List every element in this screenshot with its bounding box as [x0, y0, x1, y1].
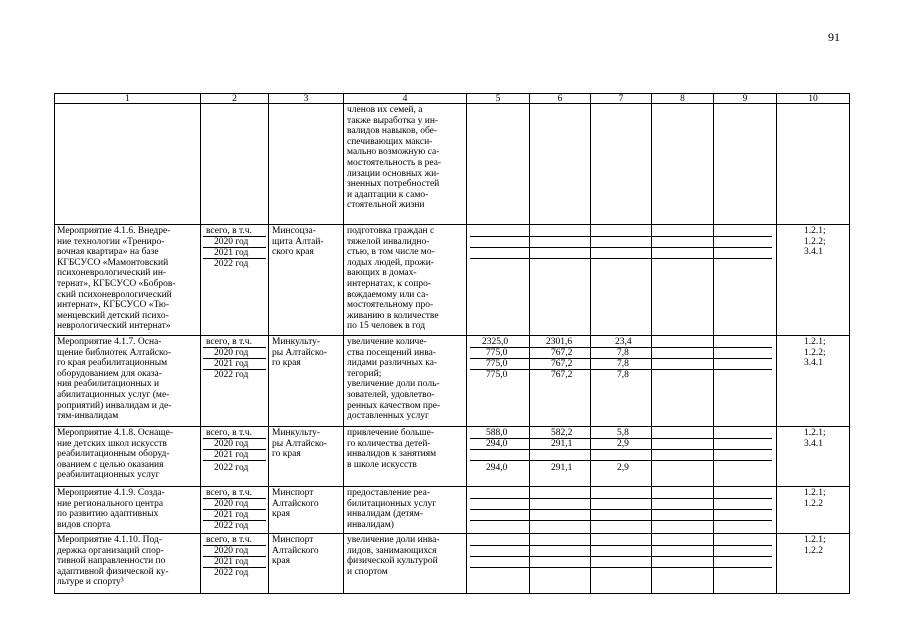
value-col6: 767,2	[551, 348, 573, 358]
value-col5: 294,0	[486, 463, 508, 473]
event-4-1-6: Мероприятие 4.1.6. Внедре- ние технологии «Трениро- вочная квартира» на базе КГБСУСО «Мамонтовский психоневрологический ин- тернат», КГБСУСО «Бобров- ский психоневрологический интернат», КГБСУСО «Тю- менцевский детский психо- неврологический интернат»	[57, 226, 176, 332]
year-2021: 2021 год	[214, 248, 249, 258]
value-col7: 7,8	[617, 359, 629, 369]
year-2020: 2020 год	[214, 499, 249, 509]
header-col-1: 1	[54, 93, 201, 104]
value-col6: 767,2	[551, 359, 573, 369]
value-col7: 5,8	[617, 428, 629, 438]
ref-4-1-6: 1.2.1; 1.2.2; 3.4.1	[804, 226, 826, 258]
header-col-5: 5	[466, 93, 530, 104]
event-4-1-8: Мероприятие 4.1.8. Оснаще- ние детских школ искусств реабилитационным оборуд- ованием с целью оказания реабилитационных услуг	[57, 428, 173, 481]
event-4-1-7: Мероприятие 4.1.7. Осна- щение библиотек Алтайско- го края реабилитационным оборудованием для оказа- ния реабилитационных и абилитационных услуг (ме- роприятий) инвалидам и де- тям-инвалидам	[57, 337, 172, 422]
ref-4-1-7: 1.2.1; 1.2.2; 3.4.1	[804, 337, 826, 369]
row-divider	[54, 426, 850, 427]
year-2020: 2020 год	[214, 546, 249, 556]
value-col5: 2325,0	[482, 337, 509, 347]
value-col5: 775,0	[486, 348, 508, 358]
header-col-6: 6	[529, 93, 591, 104]
value-col7: 2,9	[617, 439, 629, 449]
value-col6: 582,2	[551, 428, 573, 438]
result-4-1-7: увеличение количе- ства посещений инва- лидами различных ка- тегорий; увеличение доли поль- зователей, удовлетво- ренных качеством пре- доставленных услуг	[347, 337, 441, 422]
executor-4-1-9: Минспорт Алтайского края	[272, 488, 319, 520]
ref-4-1-9: 1.2.1; 1.2.2	[804, 488, 826, 509]
value-col5: 775,0	[486, 359, 508, 369]
header-col-10: 10	[776, 93, 850, 104]
header-col-9: 9	[713, 93, 777, 104]
ref-4-1-8: 1.2.1; 3.4.1	[804, 428, 826, 449]
year-total: всего, в т.ч.	[206, 428, 252, 438]
year-2022: 2022 год	[214, 370, 249, 380]
header-col-4: 4	[343, 93, 467, 104]
executor-4-1-7: Минкульту- ры Алтайско- го края	[272, 337, 327, 369]
row-divider	[54, 224, 850, 225]
year-2022: 2022 год	[214, 463, 249, 473]
year-2022: 2022 год	[214, 259, 249, 269]
executor-4-1-6: Минсоцза- щита Алтай- ского края	[272, 226, 324, 258]
ref-4-1-10: 1.2.1; 1.2.2	[804, 535, 826, 556]
value-col7: 23,4	[615, 337, 632, 347]
result-4-1-9: предоставление реа- билитационных услуг инвалидам (детям- инвалидам)	[347, 488, 437, 530]
header-col-2: 2	[200, 93, 269, 104]
value-col7: 7,8	[617, 348, 629, 358]
header-col-7: 7	[590, 93, 652, 104]
value-col7: 7,8	[617, 370, 629, 380]
value-col6: 2301,6	[546, 337, 573, 347]
year-total: всего, в т.ч.	[206, 535, 252, 545]
year-2020: 2020 год	[214, 348, 249, 358]
value-col6: 291,1	[551, 463, 573, 473]
year-2020: 2020 год	[214, 237, 249, 247]
value-col6: 291,1	[551, 439, 573, 449]
header-col-3: 3	[268, 93, 344, 104]
result-4-1-6: подготовка граждан с тяжелой инвалидно- стью, в том числе мо- лодых людей, прожи- вающих в домах- интернатах, к сопро- вождаемому или са- мостоятельному про- живанию в количестве по 15 человек в год	[347, 226, 439, 332]
row-divider	[54, 335, 850, 336]
result-4-1-10: увеличение доли инва- лидов, занимающихся физической культурой и спортом	[347, 535, 440, 577]
page-number: 91	[828, 30, 840, 44]
year-2021: 2021 год	[214, 557, 249, 567]
year-2021: 2021 год	[214, 450, 249, 460]
year-total: всего, в т.ч.	[206, 337, 252, 347]
row-divider	[54, 533, 850, 534]
value-col7: 2,9	[617, 463, 629, 473]
executor-4-1-10: Минспорт Алтайского края	[272, 535, 319, 567]
value-col6: 767,2	[551, 370, 573, 380]
value-col5: 294,0	[486, 439, 508, 449]
year-2021: 2021 год	[214, 510, 249, 520]
program-table	[54, 93, 850, 594]
value-col5: 588,0	[486, 428, 508, 438]
year-total: всего, в т.ч.	[206, 488, 252, 498]
event-4-1-9: Мероприятие 4.1.9. Созда- ние регионального центра по развитию адаптивных видов спорта	[57, 488, 165, 530]
year-2020: 2020 год	[214, 439, 249, 449]
year-2021: 2021 год	[214, 359, 249, 369]
year-2022: 2022 год	[214, 521, 249, 531]
event-4-1-10: Мероприятие 4.1.10. Под- держка организаций спор- тивной направленности по адаптивной физической ку- льтуре и спорту³	[57, 535, 169, 588]
year-2022: 2022 год	[214, 568, 249, 578]
year-total: всего, в т.ч.	[206, 226, 252, 236]
value-col5: 775,0	[486, 370, 508, 380]
header-col-8: 8	[651, 93, 714, 104]
executor-4-1-8: Минкульту- ры Алтайско- го края	[272, 428, 327, 460]
row-divider	[54, 486, 850, 487]
continuation-result-text: членов их семей, а также выработка у ин- валидов навыков, обе- спечивающих макси- мально возможную са- мостоятельность в реа- лизации основных жи- зненных потребностей и адаптации к само- стоятельной жизни	[347, 105, 442, 211]
result-4-1-8: привлечение больше- го количества детей- инвалидов к занятиям в школе искусств	[347, 428, 437, 470]
